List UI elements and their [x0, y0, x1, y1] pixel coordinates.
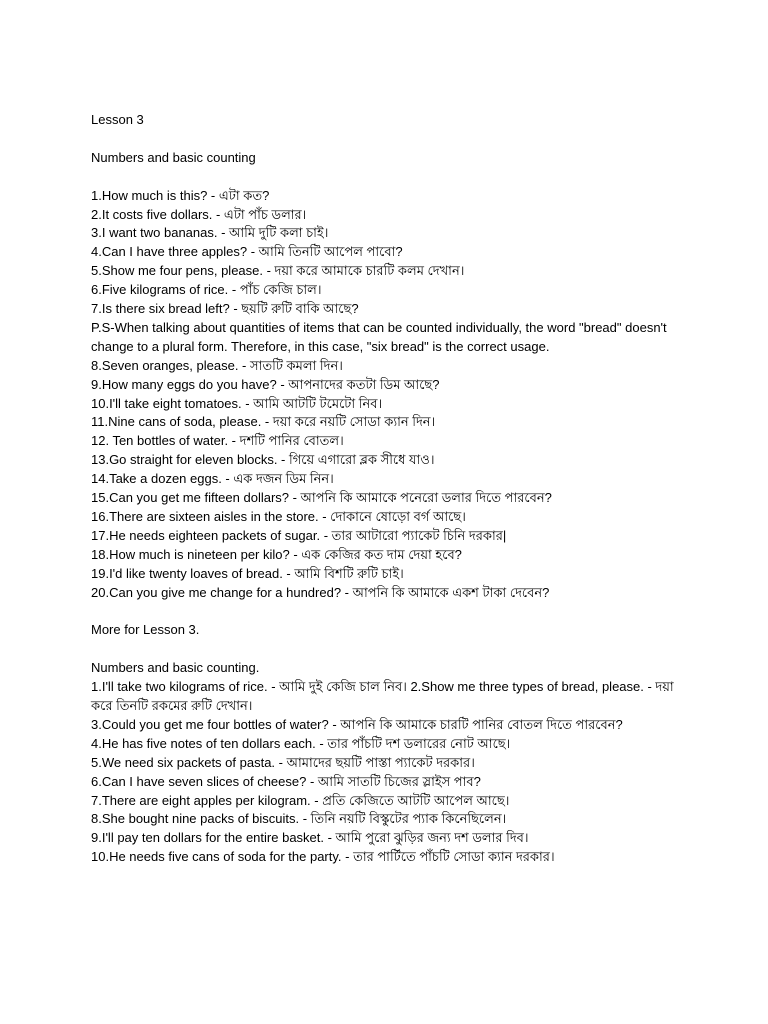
phrase-item: 14.Take a dozen eggs. - এক দজন ডিম নিন।: [91, 471, 334, 487]
phrase-item: 18.How much is nineteen per kilo? - এক কেজির কত দাম দেয়া হবে?: [91, 546, 462, 562]
phrase-item: 19.I'd like twenty loaves of bread. - আমি বিশটি রুটি চাই।: [91, 565, 404, 581]
more-lesson-title: More for Lesson 3.: [91, 622, 200, 638]
phrase-item: 9.I'll pay ten dollars for the entire basket. - আমি পুরো ঝুড়ির জন্য দশ ডলার দিব।: [91, 830, 529, 846]
phrase-item: 4.Can I have three apples? - আমি তিনটি আপেল পাবো?: [91, 244, 403, 260]
phrase-item: 7.There are eight apples per kilogram. - প্রতি কেজিতে আটটি আপেল আছে।: [91, 792, 510, 808]
spacer: [91, 603, 691, 622]
phrase-item: 3.I want two bananas. - আমি দুটি কলা চাই।: [91, 225, 329, 241]
phrase-item: 5.We need six packets of pasta. - আমাদের ছয়টি পাস্তা প্যাকেট দরকার।: [91, 754, 475, 770]
spacer: [91, 640, 691, 659]
lesson-title: Lesson 3: [91, 112, 144, 127]
phrase-item: 6.Can I have seven slices of cheese? - আমি সাতটি চিজের স্লাইস পাব?: [91, 773, 481, 789]
phrase-item: 15.Can you get me fifteen dollars? - আপনি কি আমাকে পনেরো ডলার দিতে পারবেন?: [91, 490, 552, 506]
phrase-item: 17.He needs eighteen packets of sugar. - তার আটারো প্যাকেট চিনি দরকার|: [91, 527, 507, 543]
phrase-item: 8.Seven oranges, please. - সাতটি কমলা দিন।: [91, 357, 343, 373]
phrase-item: 9.How many eggs do you have? - আপনাদের কতটা ডিম আছে?: [91, 376, 440, 392]
phrase-item: 16.There are sixteen aisles in the store. - দোকানে ষোড়ো বর্গ আছে।: [91, 509, 466, 524]
ps-note: P.S-When talking about quantities of items that can be counted individually, the word "bread" doesn't change to a plural form. Therefore, in this case, "six bread" is the correct usage.: [91, 319, 667, 354]
phrase-item: 11.Nine cans of soda, please. - দয়া করে নয়টি সোডা ক্যান দিন।: [91, 414, 436, 430]
phrase-item: 10.He needs five cans of soda for the party. - তার পার্টিতে পাঁচটি সোডা ক্যান দরকার।: [91, 849, 555, 865]
phrase-item: 1.I'll take two kilograms of rice. - আমি দুই কেজি চাল নিব। 2.Show me three types of bread, please. - দয়া করে তিনটি রকমের রুটি দেখান।: [91, 679, 674, 714]
phrase-item: 3.Could you get me four bottles of water? - আপনি কি আমাকে চারটি পানির বোতল দিতে পারবেন?: [91, 716, 623, 732]
phrase-item: 5.Show me four pens, please. - দয়া করে আমাকে চারটি কলম দেখান।: [91, 263, 465, 279]
phrase-item: 20.Can you give me change for a hundred? - আপনি কি আমাকে একশ টাকা দেবেন?: [91, 584, 550, 600]
document-body: [91, 111, 691, 867]
phrase-item: 8.She bought nine packs of biscuits. - তিনি নয়টি বিস্কুটের প্যাক কিনেছিলেন।: [91, 811, 507, 827]
spacer: [91, 130, 691, 149]
spacer: [91, 168, 691, 187]
phrase-item: 6.Five kilograms of rice. - পাঁচ কেজি চাল।: [91, 282, 322, 298]
phrase-item: 1.How much is this? - এটা কত?: [91, 187, 270, 203]
phrase-item: 12. Ten bottles of water. - দশটি পানির বোতল।: [91, 433, 344, 449]
lesson-subtitle: Numbers and basic counting: [91, 149, 256, 165]
phrase-item: 4.He has five notes of ten dollars each. - তার পাঁচটি দশ ডলারের নোট আছে।: [91, 735, 511, 751]
phrase-item: 10.I'll take eight tomatoes. - আমি আটটি টমেটো নিব।: [91, 395, 383, 411]
more-phrase-list: [91, 678, 691, 867]
phrase-item: 2.It costs five dollars. - এটা পাঁচ ডলার।: [91, 206, 307, 222]
phrase-item: 13.Go straight for eleven blocks. - গিয়ে এগারো ব্লক সীধে যাও।: [91, 452, 435, 468]
more-lesson-subtitle: Numbers and basic counting.: [91, 660, 260, 676]
lesson-phrase-list: [91, 187, 691, 603]
phrase-item: 7.Is there six bread left? - ছয়টি রুটি বাকি আছে?: [91, 301, 359, 317]
